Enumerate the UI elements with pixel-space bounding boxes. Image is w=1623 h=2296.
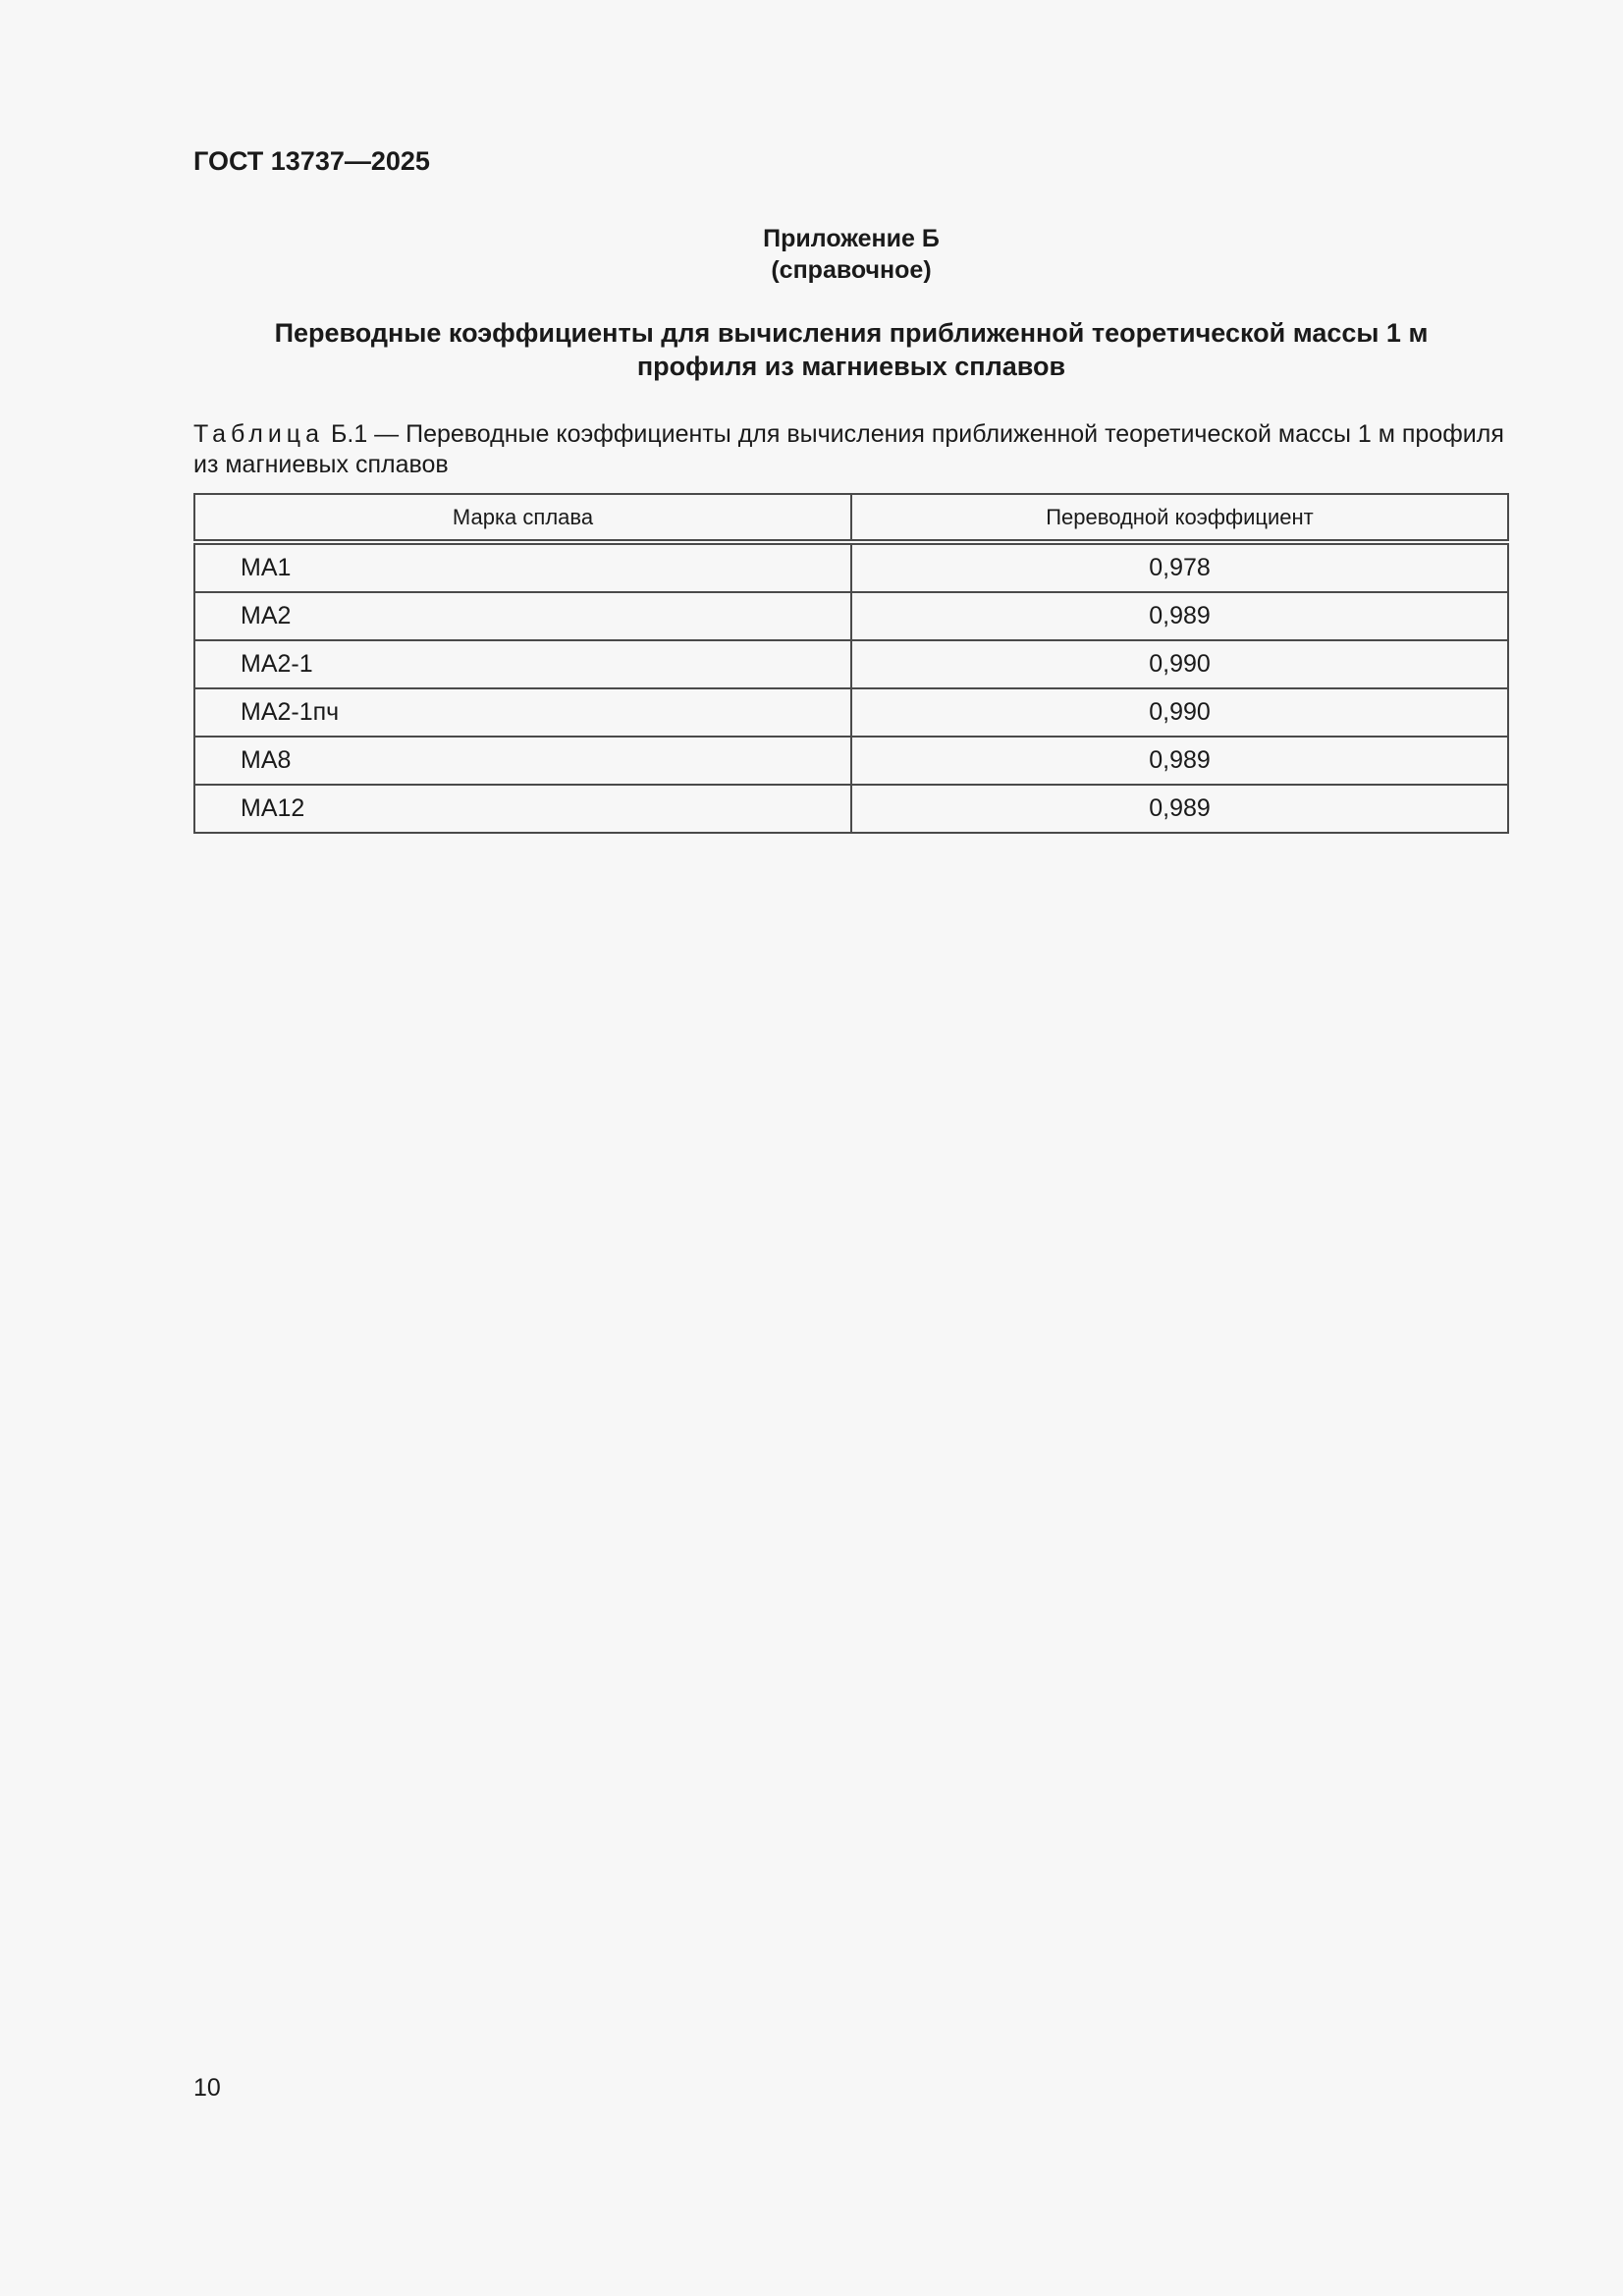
table-row [194, 688, 1508, 737]
alloy-grade-cell: МА12 [194, 785, 851, 833]
column-header-coefficient: Переводной коэффициент [851, 494, 1508, 542]
table-row [194, 785, 1508, 833]
alloy-grade-cell: МА2-1 [194, 640, 851, 688]
table-row [194, 592, 1508, 640]
section-title-line2: профиля из магниевых сплавов [636, 352, 1066, 381]
table-caption-label: Таблица [193, 420, 325, 448]
table-caption [193, 419, 1514, 480]
coefficient-cell: 0,990 [851, 688, 1508, 737]
alloy-grade-cell: МА8 [194, 737, 851, 785]
table-row [194, 737, 1508, 785]
table-header-row [194, 494, 1508, 542]
coefficient-cell: 0,989 [851, 785, 1508, 833]
alloy-grade-cell: МА2 [194, 592, 851, 640]
alloy-grade-cell: МА2-1пч [194, 688, 851, 737]
standard-id: ГОСТ 13737—2025 [193, 146, 430, 176]
appendix-title: Приложение Б [763, 225, 940, 252]
column-header-grade: Марка сплава [194, 494, 851, 542]
appendix-type: (справочное) [771, 256, 932, 284]
coefficient-cell: 0,990 [851, 640, 1508, 688]
table-caption-text: Б.1 — Переводные коэффициенты для вычисления приближенной теоретической массы 1 м профиля из магниевых сплавов [193, 420, 1504, 478]
page-number: 10 [193, 2074, 221, 2102]
section-title [236, 316, 1467, 383]
table-row [194, 640, 1508, 688]
section-title-line1: Переводные коэффициенты для вычисления приближенной теоретической массы 1 м [274, 318, 1429, 348]
coefficient-cell: 0,978 [851, 542, 1508, 592]
table-row [194, 542, 1508, 592]
coefficient-cell: 0,989 [851, 737, 1508, 785]
alloy-grade-cell: МА1 [194, 542, 851, 592]
coefficients-table [193, 493, 1509, 834]
coefficient-cell: 0,989 [851, 592, 1508, 640]
